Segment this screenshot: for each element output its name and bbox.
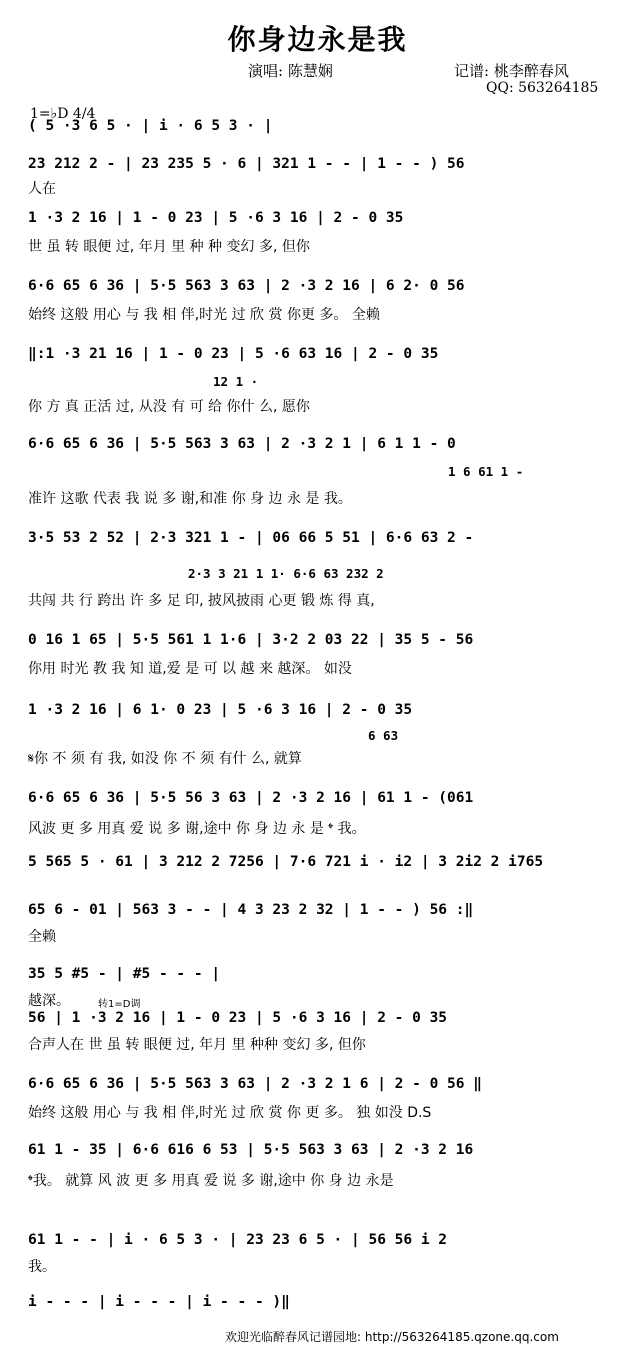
notation-row: 1 ·3 2 16 | 1 - 0 23 | 5 ·6 3 16 | 2 - 0 35	[28, 210, 404, 226]
notation-row: 65 6 - 01 | 563 3 - - | 4 3 23 2 32 | 1 - - ) 56 :‖	[28, 902, 474, 918]
notation-row: 61 1 - 35 | 6·6 616 6 53 | 5·5 563 3 63 | 2 ·3 2 16	[28, 1142, 474, 1158]
lyric-row: 𝄌我。 就算 风 波 更 多 用真 爱 说 多 谢,途中 你 身 边 永是	[28, 1173, 394, 1189]
lyric-row: 人在	[28, 181, 56, 197]
notation-row: 23 212 2 - | 23 235 5 · 6 | 321 1 - - | 1 - - ) 56	[28, 156, 465, 172]
notation-row: 0 16 1 65 | 5·5 561 1 1·6 | 3·2 2 03 22 | 35 5 - 56	[28, 632, 474, 648]
lyric-row: 风波 更 多 用真 爱 说 多 谢,途中 你 身 边 永 是 𝄌 我。	[28, 821, 366, 837]
alt-notation: 12 1 ·	[213, 374, 259, 389]
lyric-row: 始终 这般 用心 与 我 相 伴,时光 过 欣 赏 你 更 多。 独 如没 D.S	[28, 1105, 432, 1121]
notation-row: ( 5 ·3 6 5 · | i · 6 5 3 · |	[28, 118, 273, 134]
notation-row: 1 ·3 2 16 | 6 1· 0 23 | 5 ·6 3 16 | 2 - 0 35	[28, 702, 413, 718]
notation-row: 6·6 65 6 36 | 5·5 563 3 63 | 2 ·3 2 16 | 6 2· 0 56	[28, 278, 465, 294]
lyric-row: 越深。	[28, 993, 70, 1009]
song-title: 你身边永是我	[227, 23, 408, 56]
lyric-row: 𝄋你 不 须 有 我, 如没 你 不 须 有什 么, 就算	[28, 751, 302, 767]
notation-row: 56 | 1 ·3 2 16 | 1 - 0 23 | 5 ·6 3 16 | 2 - 0 35	[28, 1010, 448, 1026]
lyric-row: 全赖	[28, 929, 56, 945]
notation-row: 61 1 - - | i · 6 5 3 · | 23 23 6 5 · | 56 56 i 2	[28, 1232, 448, 1248]
notation-row: 5 565 5 · 61 | 3 212 2 7256 | 7·6 721 i · i2 | 3 2i2 2 i765	[28, 854, 544, 870]
key-signature: 1=♭D 4/4	[30, 106, 96, 122]
lyric-row: 准许 这歌 代表 我 说 多 谢,和准 你 身 边 永 是 我。	[28, 491, 352, 507]
alt-notation: 2·3 3 21 1 1· 6·6 63 232 2	[188, 566, 384, 581]
score-body	[28, 0, 606, 1355]
singer-credit: 演唱: 陈慧娴	[248, 62, 333, 80]
lyric-row: 合声人在 世 虽 转 眼便 过, 年月 里 种种 变幻 多, 但你	[28, 1037, 366, 1053]
notation-row: 6·6 65 6 36 | 5·5 563 3 63 | 2 ·3 2 1 | 6 1 1 - 0	[28, 436, 456, 452]
notation-row: 3·5 53 2 52 | 2·3 321 1 - | 06 66 5 51 | 6·6 63 2 -	[28, 530, 474, 546]
lyric-row: 始终 这般 用心 与 我 相 伴,时光 过 欣 赏 你更 多。 全赖	[28, 307, 380, 323]
alt-notation: 1 6 61 1 -	[448, 464, 524, 479]
notation-row: ‖:1 ·3 21 16 | 1 - 0 23 | 5 ·6 63 16 | 2 - 0 35	[28, 346, 439, 362]
notation-row: 6·6 65 6 36 | 5·5 56 3 63 | 2 ·3 2 16 | 61 1 - (061	[28, 790, 474, 806]
notation-row: i - - - | i - - - | i - - - )‖	[28, 1294, 290, 1310]
lyric-row: 世 虽 转 眼便 过, 年月 里 种 种 变幻 多, 但你	[28, 239, 310, 255]
notation-row: 35 5 #5 - | #5 - - - |	[28, 966, 221, 982]
footer-credit: 欢迎光临醉春风记谱园地: http://563264185.qzone.qq.com	[225, 1330, 559, 1344]
lyric-row: 共闯 共 行 跨出 许 多 足 印, 披风披雨 心更 锻 炼 得 真,	[28, 593, 375, 609]
lyric-row: 你用 时光 教 我 知 道,爱 是 可 以 越 来 越深。 如没	[28, 661, 352, 677]
alt-notation: 6 63	[368, 728, 399, 743]
qq-number: QQ: 563264185	[486, 80, 599, 96]
transcriber-credit: 记谱: 桃李醉春风	[454, 62, 569, 80]
notation-row: 6·6 65 6 36 | 5·5 563 3 63 | 2 ·3 2 1 6 | 2 - 0 56 ‖	[28, 1076, 482, 1092]
lyric-row: 我。	[28, 1259, 56, 1275]
lyric-row: 你 方 真 正活 过, 从没 有 可 给 你什 么, 愿你	[28, 399, 310, 415]
modulation-note: 转1=D调	[98, 999, 141, 1010]
